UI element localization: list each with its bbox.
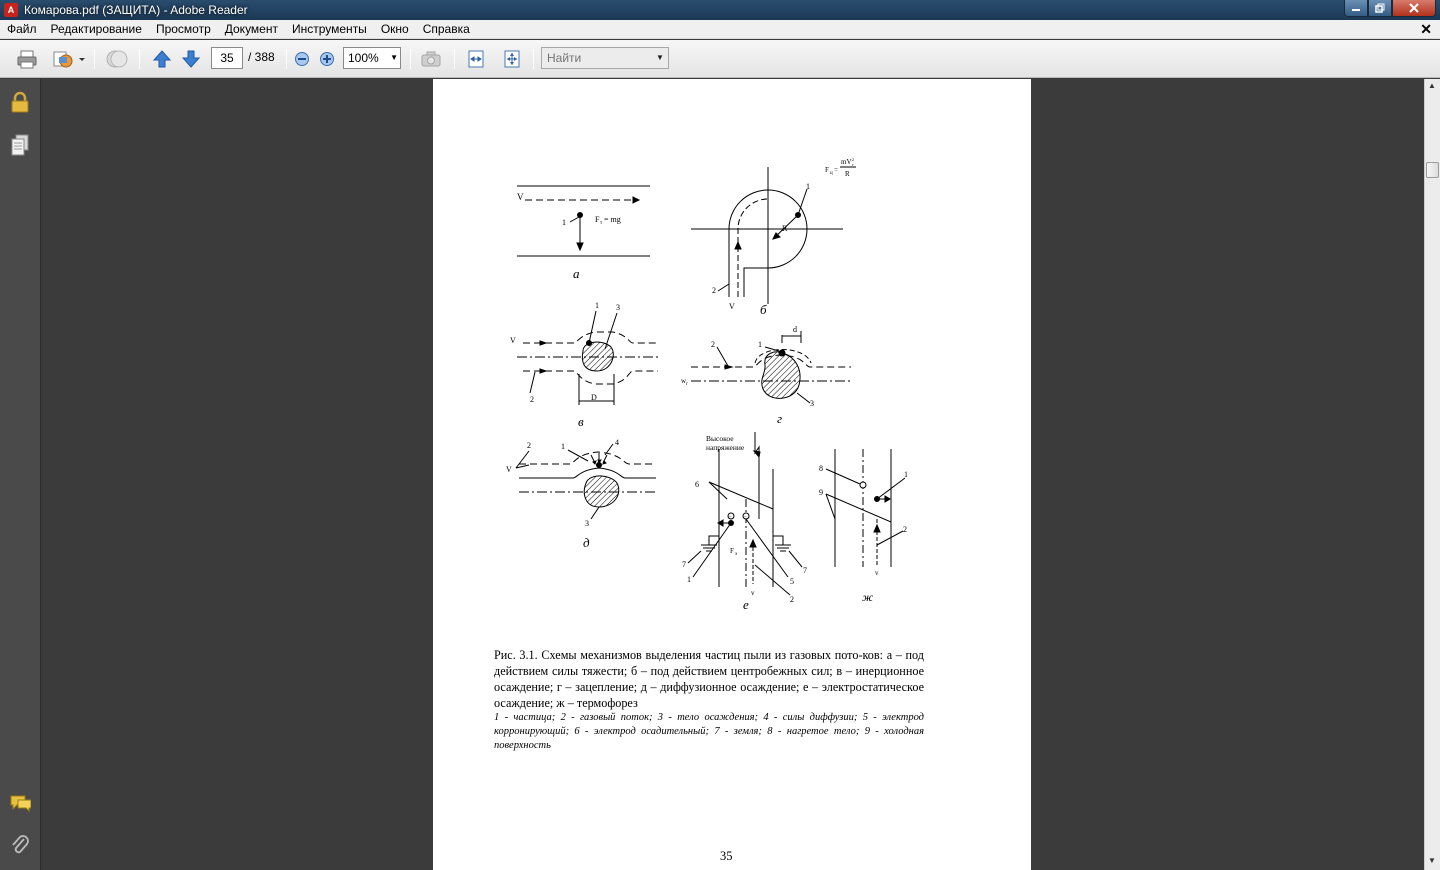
window-title: Комарова.pdf (ЗАЩИТА) - Adobe Reader: [24, 3, 248, 17]
svg-text:=: =: [834, 166, 838, 174]
close-document-icon[interactable]: ✕: [1420, 21, 1432, 37]
svg-text:1: 1: [562, 218, 566, 227]
chevron-down-icon: ▼: [390, 53, 398, 62]
menu-window[interactable]: Окно: [380, 22, 409, 36]
svg-text:v: v: [875, 569, 879, 577]
restore-icon: [1375, 3, 1385, 13]
svg-text:V: V: [729, 302, 735, 311]
svg-text:г: г: [852, 162, 854, 167]
page-number: 35: [720, 849, 733, 863]
svg-text:F: F: [730, 547, 734, 555]
scheme-g: [681, 325, 851, 426]
scheme-d: [506, 438, 656, 550]
page-number-input[interactable]: [211, 47, 243, 69]
svg-text:1: 1: [806, 182, 810, 191]
svg-text:г: г: [686, 382, 689, 387]
arrow-down-icon: [181, 49, 201, 69]
figure-caption: Рис. 3.1. Схемы механизмов выделения частиц пыли из газовых пото-ков: а – под действием силы тяжести; б – под действием центробежных сил; в – инерционное осаждение; г – зацепление; д – диффузионное осаждение; е – электростатическое осаждение; ж – термофорез: [494, 648, 924, 710]
close-icon: [1408, 3, 1420, 13]
svg-text:D: D: [591, 393, 597, 402]
menu-edit[interactable]: Редактирование: [50, 22, 142, 36]
scheme-v: [510, 301, 658, 429]
svg-text:а: а: [573, 266, 580, 281]
figure-legend: 1 - частица; 2 - газовый поток; 3 - тело осаждения; 4 - силы диффузии; 5 - электрод корронирующий; 6 - электрод осадительный; 7 - земля; 8 - нагретое тело; 9 - холодная поверхность: [494, 712, 924, 751]
svg-text:1: 1: [687, 575, 691, 584]
svg-text:d: d: [793, 325, 797, 334]
lock-icon: [10, 91, 30, 113]
pdf-icon: A: [4, 3, 18, 17]
svg-text:−: −: [728, 514, 732, 520]
attachments-button[interactable]: [9, 834, 31, 856]
zoom-in-icon: [319, 51, 335, 67]
comment-button[interactable]: [103, 48, 131, 70]
previous-page-button[interactable]: [150, 48, 174, 70]
scroll-down-icon[interactable]: ▼: [1428, 856, 1436, 865]
page-total-label: / 388: [248, 50, 275, 64]
fit-width-icon: [466, 49, 486, 69]
scheme-b: [691, 157, 856, 317]
svg-text:−: −: [743, 514, 747, 520]
svg-text:R: R: [782, 224, 788, 233]
share-button[interactable]: [50, 48, 86, 70]
svg-text:mV: mV: [841, 158, 852, 166]
comment-icon: [104, 48, 130, 70]
next-page-button[interactable]: [179, 48, 203, 70]
svg-text:6: 6: [695, 480, 699, 489]
snapshot-button[interactable]: [418, 48, 444, 70]
menu-file[interactable]: Файл: [7, 22, 37, 36]
svg-text:Высокое: Высокое: [706, 434, 734, 443]
close-window-button[interactable]: [1392, 0, 1436, 17]
svg-text:2: 2: [527, 441, 531, 450]
minimize-icon: [1351, 3, 1361, 13]
share-icon: [51, 49, 85, 69]
svg-text:2: 2: [852, 157, 854, 162]
maximize-button[interactable]: [1368, 0, 1392, 17]
svg-text:R: R: [845, 170, 850, 178]
svg-text:1: 1: [561, 442, 565, 451]
zoom-out-icon: [294, 51, 310, 67]
svg-text:5: 5: [790, 577, 794, 586]
menu-tools[interactable]: Инструменты: [291, 22, 367, 36]
camera-icon: [420, 50, 442, 68]
svg-text:7: 7: [803, 566, 807, 575]
search-input[interactable]: [541, 47, 669, 69]
fit-page-button[interactable]: [500, 48, 524, 70]
pages-icon: [10, 134, 30, 156]
svg-text:3: 3: [585, 519, 589, 528]
svg-text:V: V: [510, 336, 516, 345]
svg-text:v: v: [751, 589, 755, 597]
speech-bubble-icon: [9, 793, 31, 813]
scheme-e: [682, 432, 807, 612]
svg-text:д: д: [583, 535, 590, 550]
pages-button[interactable]: [9, 134, 31, 156]
menu-bar: [0, 20, 1440, 39]
svg-text:2: 2: [711, 340, 715, 349]
menu-document[interactable]: Документ: [224, 22, 278, 36]
scheme-zh: [819, 449, 908, 604]
svg-text:г: г: [777, 411, 783, 426]
search-dropdown-icon[interactable]: ▼: [656, 53, 664, 62]
svg-text:7: 7: [682, 560, 686, 569]
svg-text:2: 2: [790, 595, 794, 604]
svg-text:2: 2: [903, 525, 907, 534]
svg-text:в: в: [578, 414, 584, 429]
svg-text:б: б: [760, 302, 767, 317]
svg-text:1: 1: [904, 470, 908, 479]
scheme-a: [517, 186, 650, 281]
document-page: [433, 79, 1031, 870]
scroll-up-icon[interactable]: ▲: [1428, 81, 1436, 90]
title-bar: [0, 0, 1440, 20]
vertical-scrollbar[interactable]: [1424, 79, 1440, 870]
svg-text:2: 2: [530, 395, 534, 404]
figure-dust-separation-schemes: [433, 79, 1031, 619]
svg-text:ж: ж: [862, 590, 874, 604]
svg-text:е: е: [743, 597, 749, 612]
printer-icon: [16, 49, 38, 69]
menu-view[interactable]: Просмотр: [155, 22, 211, 36]
minimize-button[interactable]: [1344, 0, 1368, 17]
print-button[interactable]: [14, 48, 40, 70]
svg-text:2: 2: [712, 286, 716, 295]
svg-text:1: 1: [758, 340, 762, 349]
fit-page-icon: [502, 49, 522, 69]
scroll-thumb[interactable]: [1426, 162, 1439, 178]
menu-help[interactable]: Справка: [422, 22, 470, 36]
svg-text:V: V: [517, 192, 524, 202]
security-button[interactable]: [9, 91, 31, 113]
svg-text:= mg: = mg: [604, 215, 621, 224]
svg-text:т: т: [600, 221, 603, 226]
svg-text:F: F: [825, 166, 829, 174]
svg-text:F: F: [595, 215, 600, 224]
zoom-out-button[interactable]: [292, 48, 312, 70]
svg-text:9: 9: [819, 488, 823, 497]
zoom-value: 100%: [348, 51, 379, 65]
svg-text:3: 3: [616, 303, 620, 312]
svg-text:w: w: [681, 377, 687, 385]
svg-text:ц: ц: [830, 171, 833, 176]
svg-text:4: 4: [615, 438, 619, 447]
svg-text:V: V: [506, 465, 512, 474]
arrow-up-icon: [152, 49, 172, 69]
comments-button[interactable]: [9, 792, 31, 814]
window-controls: [1344, 0, 1436, 17]
zoom-in-button[interactable]: [317, 48, 337, 70]
fit-width-button[interactable]: [464, 48, 488, 70]
paperclip-icon: [10, 834, 30, 856]
navigation-pane: [0, 79, 41, 870]
svg-text:8: 8: [819, 464, 823, 473]
svg-text:1: 1: [595, 301, 599, 310]
zoom-select[interactable]: [343, 47, 401, 69]
svg-text:э: э: [735, 552, 738, 557]
svg-text:3: 3: [810, 399, 814, 408]
svg-text:напряжение: напряжение: [706, 443, 745, 452]
